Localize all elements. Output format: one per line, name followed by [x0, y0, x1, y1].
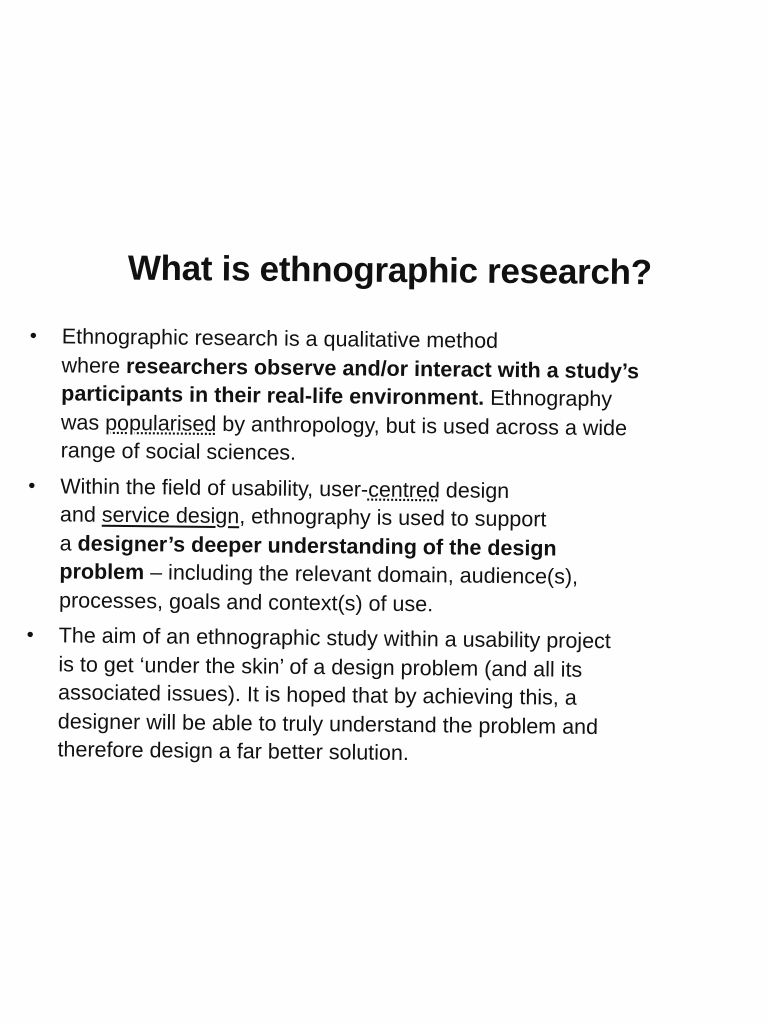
text-segment: Ethnographic research is a qualitative method	[61, 324, 499, 353]
text-segment: popularised	[105, 410, 217, 436]
text-segment: is to get ‘under the skin’ of a design problem (and all its	[58, 651, 583, 682]
text-segment: designer will be able to truly understand the problem and	[57, 708, 599, 739]
bold-text: problem	[59, 559, 145, 585]
bold-text: researchers observe and/or interact with a study’s	[125, 353, 640, 383]
bullet-item	[27, 322, 728, 472]
text-segment: , ethnography is used to support	[239, 504, 547, 532]
text-segment: by anthropology, but is used across a wide	[216, 411, 628, 440]
bullet-item	[23, 621, 724, 771]
text-segment: – including the relevant domain, audience(s),	[144, 560, 579, 589]
bullet-dot: •	[28, 474, 36, 497]
bullet-line	[57, 735, 723, 770]
text-segment: design	[439, 477, 510, 503]
text-segment: was	[60, 409, 106, 435]
text-segment: a	[59, 530, 78, 556]
text-segment: Within the field of usability, user-	[60, 473, 369, 502]
bullet-dot: •	[29, 325, 37, 348]
text-segment: processes, goals and context(s) of use.	[58, 587, 434, 616]
underlined-text: service design	[101, 502, 240, 529]
text-segment: associated issues). It is hoped that by achieving this, a	[57, 680, 577, 710]
bullet-dot: •	[26, 624, 34, 647]
text-segment: where	[61, 352, 127, 378]
bullet-item	[25, 471, 726, 621]
bold-text: designer’s deeper understanding of the design	[77, 531, 557, 561]
text-segment: and	[59, 502, 102, 527]
text-segment: Ethnography	[484, 385, 613, 412]
text-segment: The aim of an ethnographic study within a usability project	[58, 623, 611, 654]
text-segment: therefore design a far better solution.	[57, 737, 410, 766]
text-segment: range of social sciences.	[60, 438, 297, 465]
bullet-line	[59, 586, 725, 621]
page-title: What is ethnographic research?	[127, 248, 652, 293]
bold-text: participants in their real-life environment.	[61, 381, 485, 410]
text-segment: centred	[368, 477, 441, 502]
bullet-list	[23, 322, 728, 778]
